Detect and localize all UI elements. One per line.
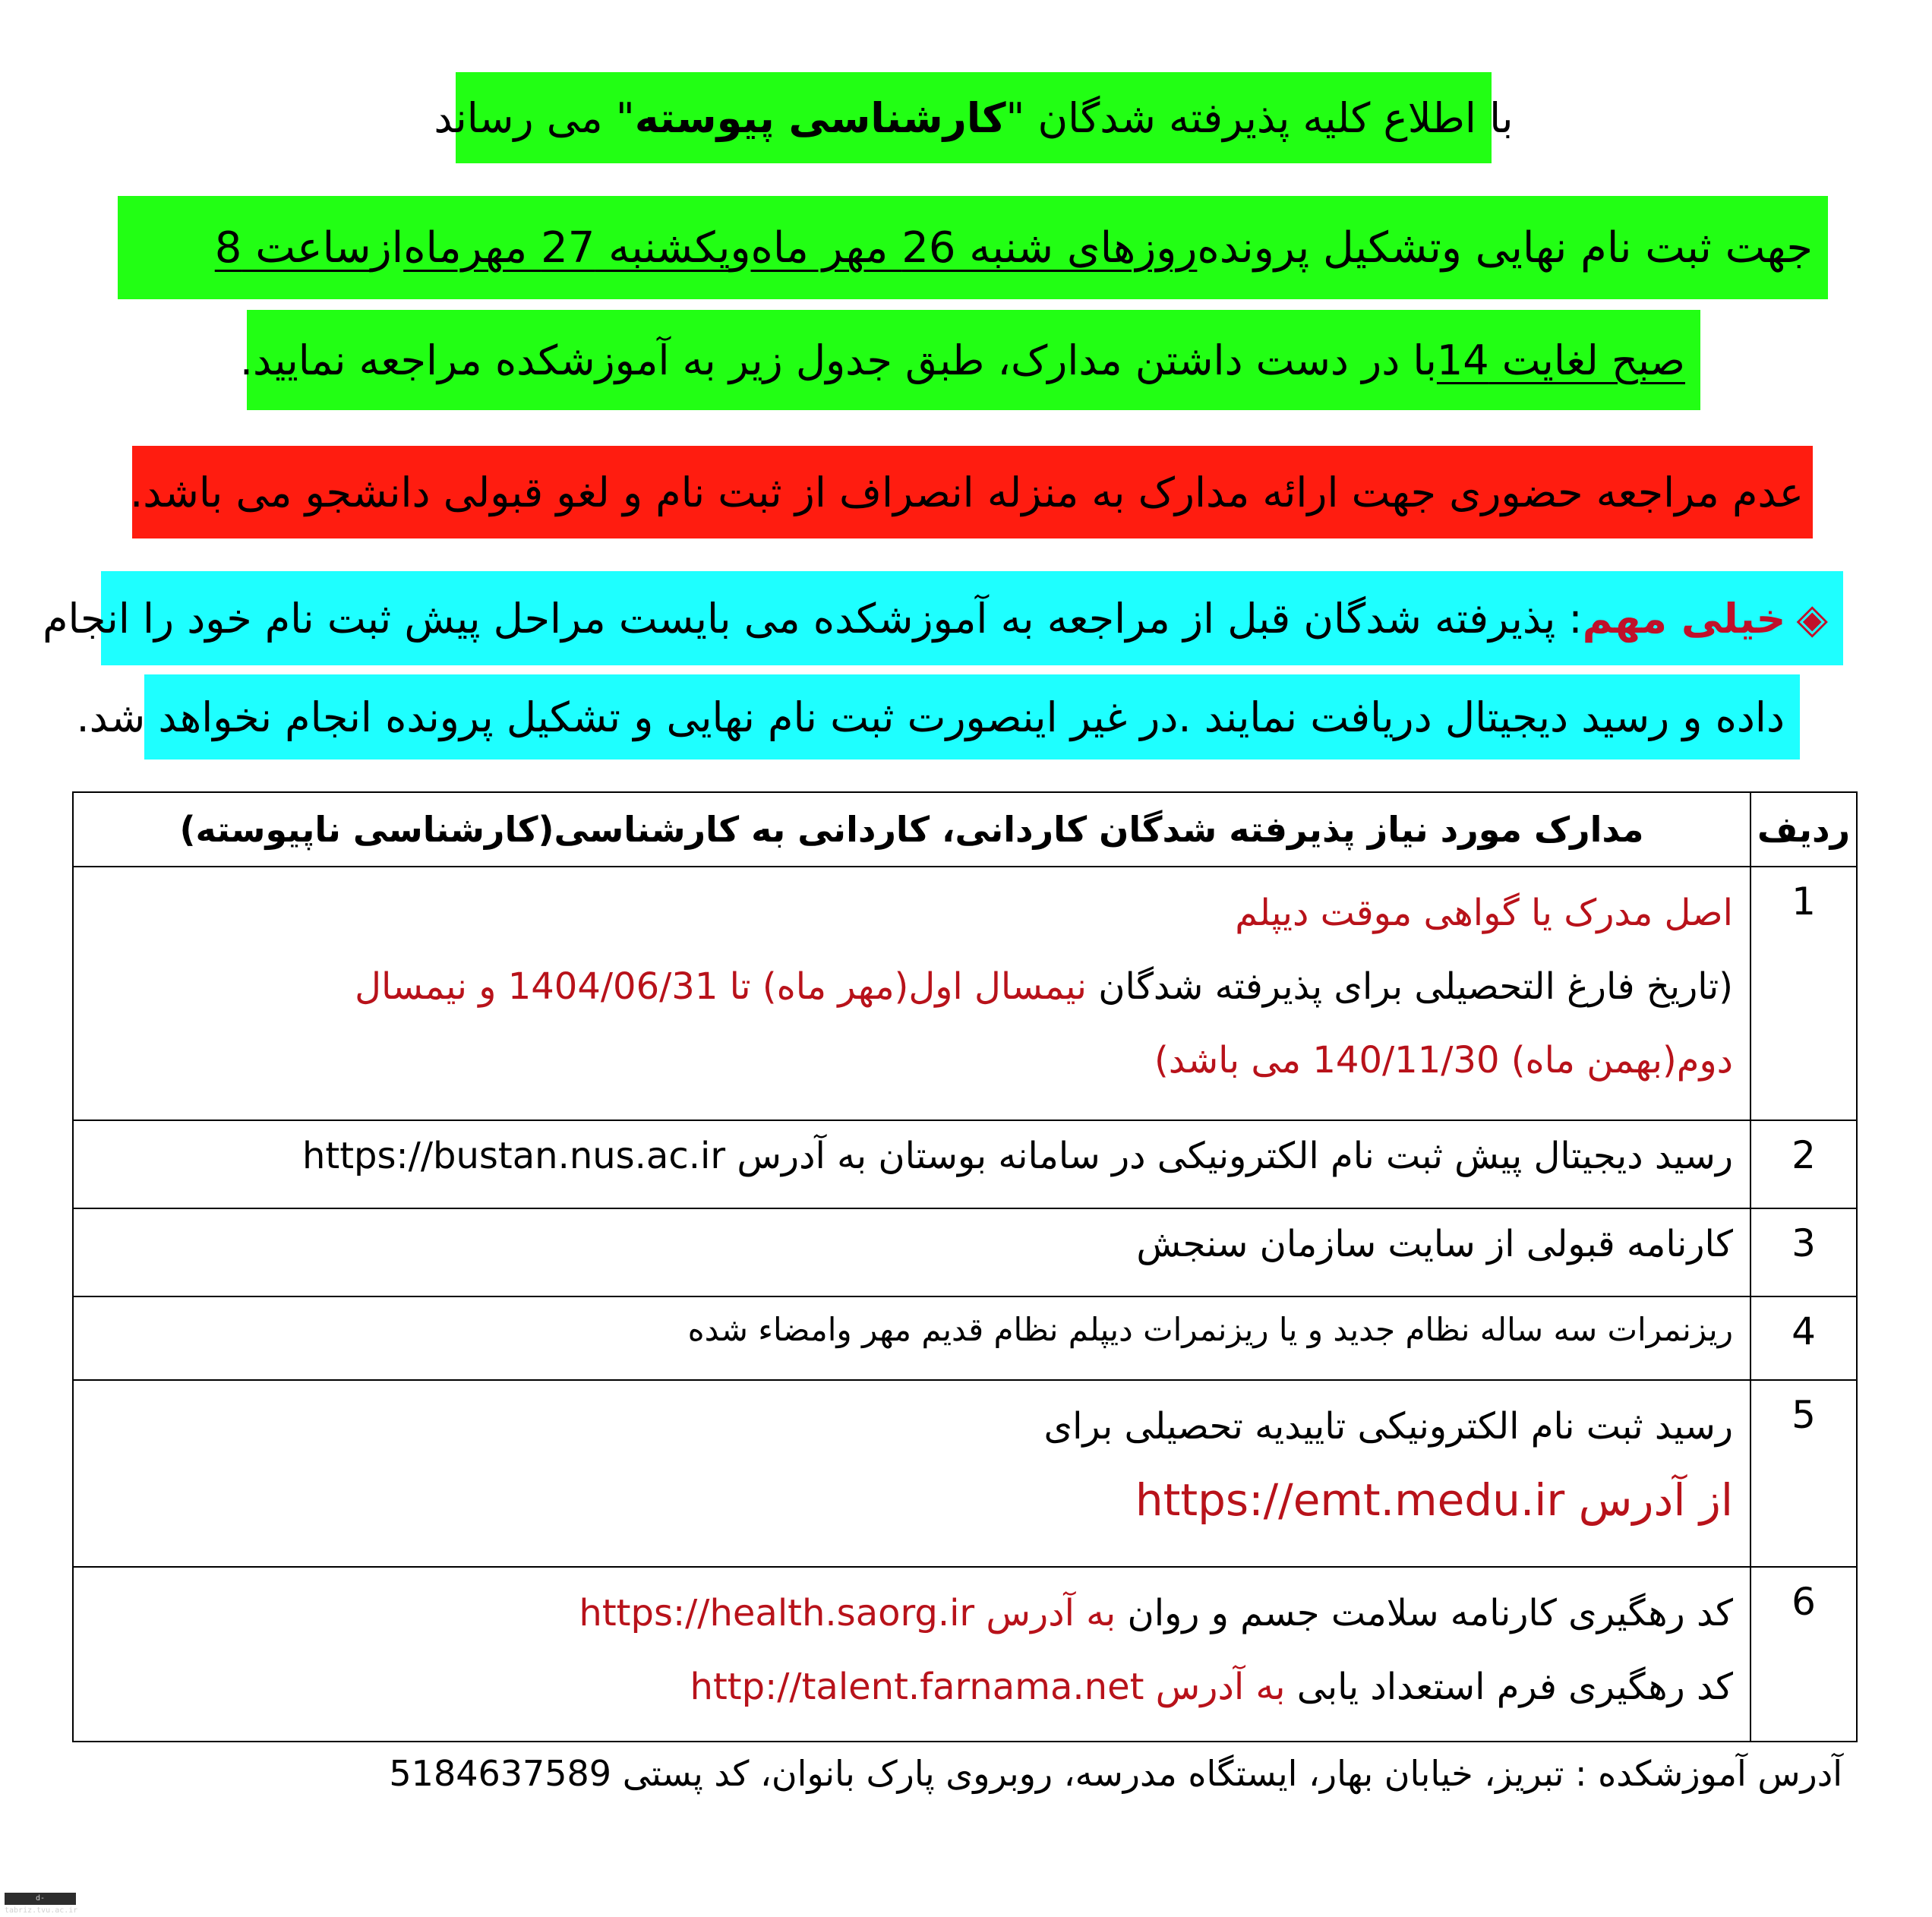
row-content: ریزنمرات سه ساله نظام جدید و یا ریزنمرات دیپلم نظام قدیم مهر وامضاء شده [73,1296,1750,1380]
row-number: 2 [1750,1120,1857,1208]
health-address-label: به آدرس [974,1592,1116,1634]
warning-banner [132,446,1813,538]
site-watermark: d-tabriz.tvu.ac.ir [5,1894,78,1915]
bustan-link[interactable]: https://bustan.nus.ac.ir [301,1135,726,1177]
registration-purpose-text: جهت ثبت نام نهایی وتشکیل پرونده [1197,223,1813,273]
table-row [73,1296,1857,1380]
graduation-date-first-term: نیمسال اول(مهر ماه) تا 1404/06/31 و نیمسال [355,965,1087,1008]
education-confirmation-address [104,1458,1733,1542]
important-notice-line-1 [43,571,1843,665]
row-number: 1 [1750,867,1857,1120]
table-row [73,867,1857,1120]
diamond-icon: ◈ [1796,594,1828,643]
bustan-receipt-text: رسید دیجیتال پیش ثبت نام الکترونیکی در سامانه بوستان به آدرس [725,1135,1733,1177]
registration-instructions: با در دست داشتن مدارک، طبق جدول زیر به آموزشکده مراجعه نمایید. [239,336,1437,384]
announcement-line-1 [434,72,1514,163]
end-time: صبح لغایت 14 [1436,336,1685,384]
preposition-from: از [371,223,404,273]
graduation-date-second-term: دوم(بهمن ماه) 140/11/30 می باشد) [1154,1039,1733,1082]
health-tracking-line [104,1581,1733,1645]
important-notice-line-2 [76,674,1800,760]
important-label: خیلی مهم [1582,594,1786,643]
registration-dates-banner [118,196,1828,299]
table-header-row [73,792,1857,867]
conjunction-and: و [730,223,751,273]
talent-tracking-line [104,1645,1733,1729]
table-row [73,1380,1857,1567]
health-tracking-text: کد رهگیری کارنامه سلامت جسم و روان [1116,1592,1733,1634]
diploma-requirement: اصل مدرک یا گواهی موقت دیپلم [1235,892,1733,934]
row-number: 3 [1750,1208,1857,1296]
header-documents: مدارک مورد نیاز پذیرفته شدگان کاردانی، کاردانی به کارشناسی(کارشناسی ناپیوسته) [73,792,1750,867]
school-address: آدرس آموزشکده : تبریز، خیابان بهار، ایستگاه مدرسه، روبروی پارک بانوان، کد پستی 5184637589 [389,1753,1842,1794]
important-notice-text-2: داده و رسید دیجیتال دریافت نمایند .در غیر اینصورت ثبت نام نهایی و تشکیل پرونده انجام نخواهد شد. [76,693,1785,741]
row-content [73,1567,1750,1742]
row-content [73,1380,1750,1567]
talent-link[interactable]: http://talent.farnama.net [690,1666,1144,1708]
table-row [73,1208,1857,1296]
emt-link[interactable]: https://emt.medu.ir [1135,1474,1565,1526]
graduation-date-line [104,945,1733,1028]
warning-text: عدم مراجعه حضوری جهت ارائه مدارک به منزله انصراف از ثبت نام و لغو قبولی دانشجو می باشد. [130,468,1804,516]
header-row-number: ردیف [1750,792,1857,867]
announcement-intro-end: " می رساند [434,93,635,142]
row-number: 5 [1750,1380,1857,1567]
talent-address-label: به آدرس [1144,1666,1286,1708]
important-notice-text-1: : پذیرفته شدگان قبل از مراجعه به آموزشکده می بایست مراحل پیش ثبت نام خود را انجام [43,594,1583,643]
row-content [73,867,1750,1120]
start-time: ساعت 8 [214,223,371,273]
required-documents-table [72,791,1858,1742]
talent-tracking-text: کد رهگیری فرم استعداد یابی [1285,1666,1733,1708]
date-saturday: روزهای شنبه 26 مهر ماه [750,223,1198,273]
row-content: کارنامه قبولی از سایت سازمان سنجش [73,1208,1750,1296]
program-name: کارشناسی پیوسته [634,93,1006,142]
from-address-label: از آدرس [1564,1474,1733,1526]
row-number: 4 [1750,1296,1857,1380]
announcement-intro-text: با اطلاع کلیه پذیرفته شدگان " [1005,93,1514,142]
table-row [73,1567,1857,1742]
registration-hours-banner [239,310,1700,410]
row-content [73,1120,1750,1208]
row-number: 6 [1750,1567,1857,1742]
date-sunday: یکشنبه 27 مهرماه [403,223,731,273]
table-row [73,1120,1857,1208]
health-link[interactable]: https://health.saorg.ir [579,1592,975,1634]
education-confirmation-text: رسید ثبت نام الکترونیکی تاییدیه تحصیلی برای [1043,1405,1733,1448]
graduation-date-text: (تاریخ فارغ التحصیلی برای پذیرفته شدگان [1086,965,1733,1008]
